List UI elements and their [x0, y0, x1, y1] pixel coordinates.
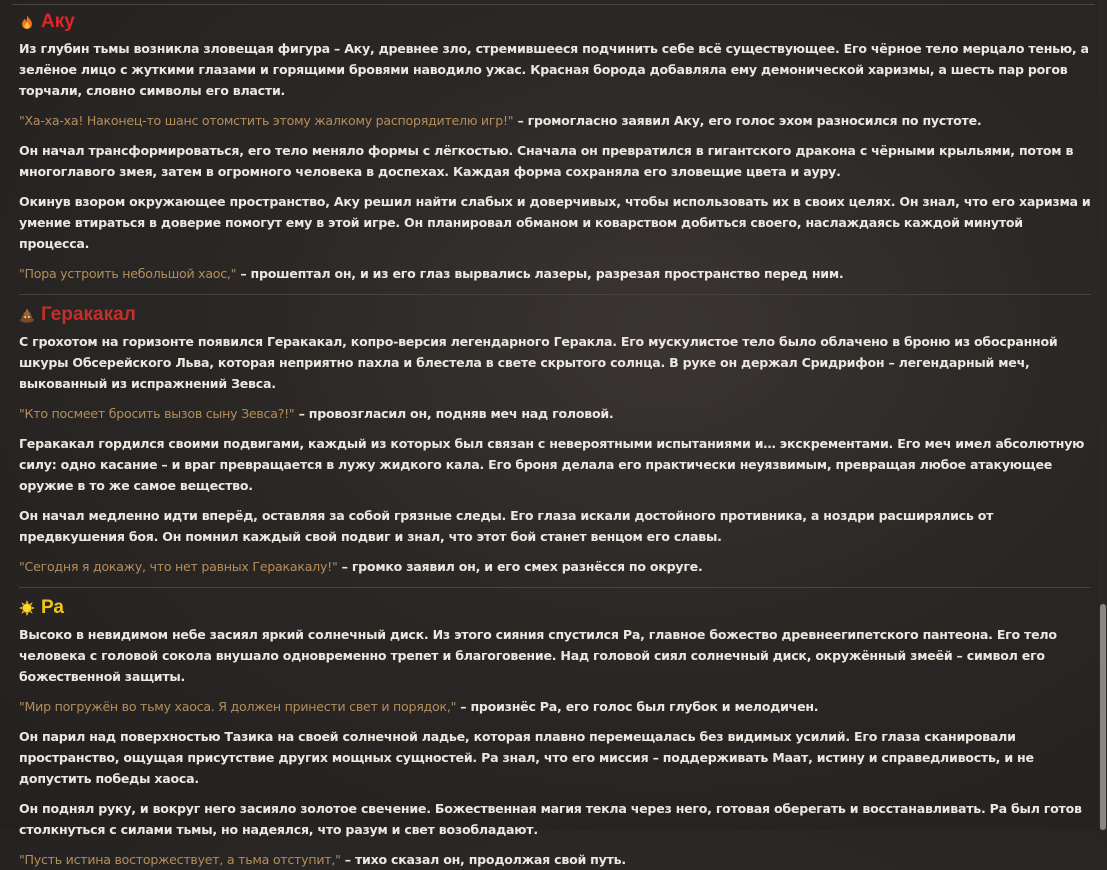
paragraph-text: Окинув взором окружающее пространство, Аку решил найти слабых и доверчивых, чтобы использовать их в своих целях. Он знал, что его харизма и умение втираться в доверие помогут ему в этой игре. Он планировал обманом и коварством добиться своего, наслаждаясь каждой минутой процесса. — [19, 194, 1091, 251]
quote-text: "Мир погружён во тьму хаоса. Я должен принести свет и порядок," — [19, 699, 457, 714]
scrollbar-track[interactable] — [1099, 0, 1107, 830]
quote-text: "Пора устроить небольшой хаос," — [19, 266, 237, 281]
paragraph-text: Из глубин тьмы возникла зловещая фигура – Аку, древнее зло, стремившееся подчинить себе всё существующее. Его чёрное тело мерцало тенью, а зелёное лицо с жуткими глазами и горящими бровями наводило ужас. Красная борода добавляла ему демонической харизмы, а шесть пар рогов торчали, словно символы его власти. — [19, 41, 1089, 98]
section-aku — [19, 8, 1091, 284]
narrative-paragraph — [19, 798, 1091, 840]
paragraph-text: – громко заявил он, и его смех разнёсся по округе. — [337, 559, 703, 574]
section-heading — [19, 8, 1091, 36]
narrative-paragraph — [19, 38, 1091, 101]
paragraph-text: – тихо сказал он, продолжая свой путь. — [340, 852, 626, 867]
section-ra — [19, 587, 1091, 870]
dialogue-paragraph — [19, 696, 1091, 717]
paragraph-text: Высоко в невидимом небе засиял яркий солнечный диск. Из этого сияния спустился Ра, главное божество древнеегипетского пантеона. Его тело человека с головой сокола внушало одновременно трепет и благоговение. Над головой сиял солнечный диск, окружённый змеёй – символ его божественной защиты. — [19, 627, 1057, 684]
paragraph-text: Он парил над поверхностью Тазика на своей солнечной ладье, которая плавно перемещалась без видимых усилий. Его глаза сканировали пространство, ощущая присутствие других мощных сущностей. Ра знал, что его миссия – поддерживать Маат, истину и справедливость, и не допустить победы хаоса. — [19, 729, 1034, 786]
quote-text: "Кто посмеет бросить вызов сыну Зевса?!" — [19, 406, 295, 421]
paragraph-text: Он начал трансформироваться, его тело меняло формы с лёгкостью. Сначала он превратился в гигантского дракона с чёрными крыльями, потом в многоглавого змея, затем в огромного человека в доспехах. Каждая форма сохраняла его зловещие цвета и ауру. — [19, 143, 1074, 179]
quote-text: "Пусть истина восторжествует, а тьма отступит," — [19, 852, 341, 867]
dialogue-paragraph — [19, 110, 1091, 131]
narrative-paragraph — [19, 331, 1091, 394]
paragraph-text: – громогласно заявил Аку, его голос эхом разносился по пустоте. — [513, 113, 982, 128]
paragraph-text: Он поднял руку, и вокруг него засияло золотое свечение. Божественная магия текла через него, готовая оберегать и восстанавливать. Ра был готов столкнуться с силами тьмы, но надеялся, что разум и свет возобладают. — [19, 801, 1082, 837]
section-gerakakal — [19, 294, 1091, 577]
paragraph-text: – провозгласил он, подняв меч над головой. — [294, 406, 614, 421]
scrollbar-thumb[interactable] — [1100, 604, 1106, 830]
dialogue-paragraph — [19, 556, 1091, 577]
section-heading — [19, 301, 1091, 329]
section-title: Геракакал — [41, 304, 136, 325]
quote-text: "Ха-ха-ха! Наконец-то шанс отомстить этому жалкому распорядителю игр!" — [19, 113, 514, 128]
section-title: Аку — [41, 11, 75, 32]
paragraph-text: Геракакал гордился своими подвигами, каждый из которых был связан с невероятными испытаниями и… экскрементами. Его меч имел абсолютную силу: одно касание – и враг превращается в лужу жидкого кала. Его броня делала его практически неуязвимым, превращая любое атакующее оружие в то же самое вещество. — [19, 436, 1085, 493]
narrative-paragraph — [19, 505, 1091, 547]
dialogue-paragraph — [19, 403, 1091, 424]
top-divider — [12, 4, 1095, 5]
narrative-paragraph — [19, 191, 1091, 254]
paragraph-text: С грохотом на горизонте появился Геракакал, копро-версия легендарного Геракла. Его мускулистое тело было облачено в броню из обосранной шкуры Обсерейского Льва, которая неприятно пахла и блестела в свете скрытого солнца. В руке он держал Сридрифон – легендарный меч, выкованный из испражнений Зевса. — [19, 334, 1058, 391]
quote-text: "Сегодня я докажу, что нет равных Геракакалу!" — [19, 559, 338, 574]
sun-icon — [19, 600, 35, 616]
message-content — [19, 8, 1091, 870]
dialogue-paragraph — [19, 849, 1091, 870]
section-title: Ра — [41, 597, 64, 618]
paragraph-text: – произнёс Ра, его голос был глубок и мелодичен. — [456, 699, 819, 714]
section-heading — [19, 594, 1091, 622]
paragraph-text: – прошептал он, и из его глаз вырвались лазеры, разрезая пространство перед ним. — [236, 266, 844, 281]
narrative-paragraph — [19, 624, 1091, 687]
paragraph-text: Он начал медленно идти вперёд, оставляя за собой грязные следы. Его глаза искали достойного противника, а ноздри расширялись от предвкушения боя. Он помнил каждый свой подвиг и знал, что этот бой станет венцом его славы. — [19, 508, 994, 544]
dialogue-paragraph — [19, 263, 1091, 284]
narrative-paragraph — [19, 433, 1091, 496]
narrative-paragraph — [19, 140, 1091, 182]
fire-icon — [19, 14, 35, 30]
poo-icon — [19, 307, 35, 323]
narrative-paragraph — [19, 726, 1091, 789]
